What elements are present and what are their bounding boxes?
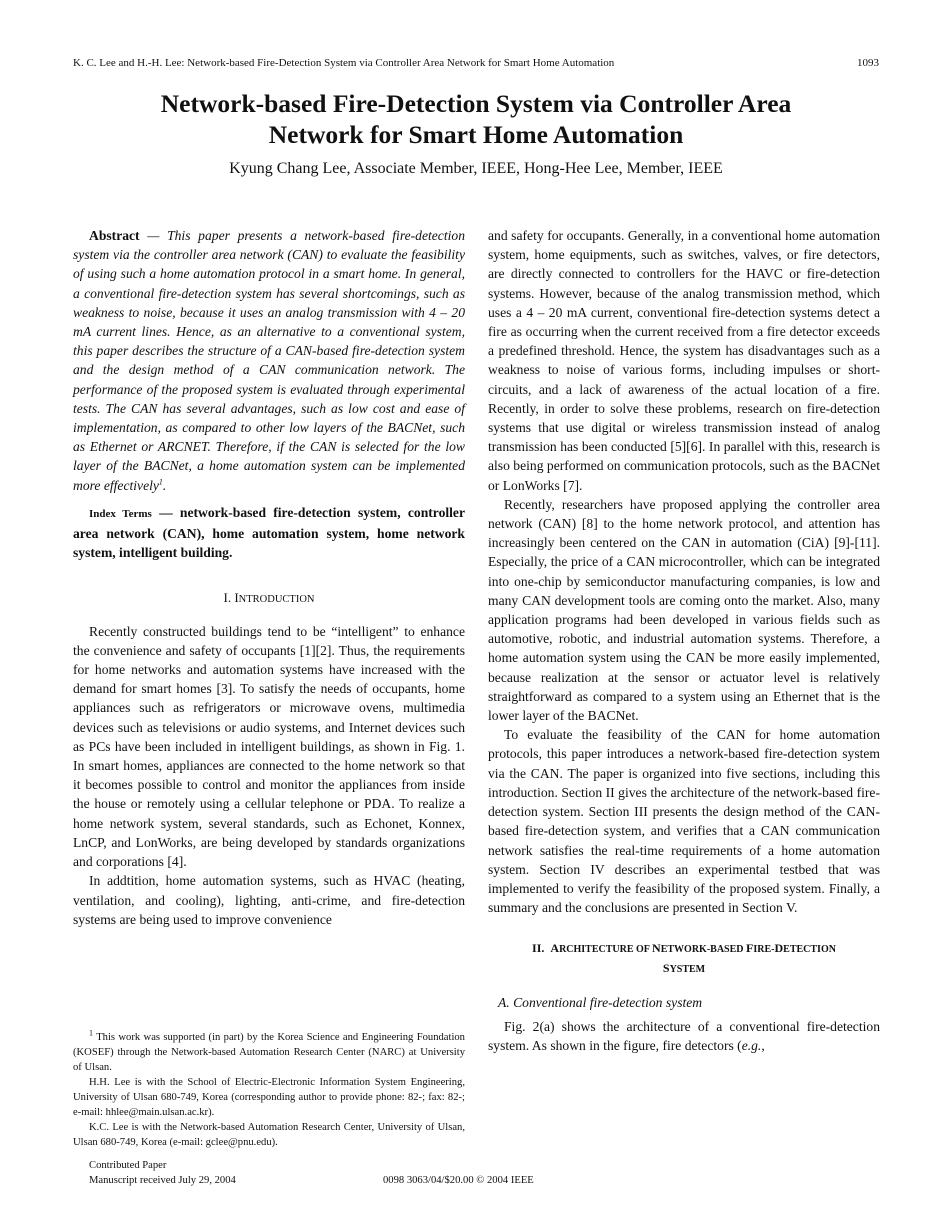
p4-eg: e.g.: [741, 1037, 762, 1053]
running-head-text: K. C. Lee and H.-H. Lee: Network-based Fire-Detection System via Controller Area Network for Smart Home Automation: [73, 57, 615, 69]
abstract-text: This paper presents a network-based fire-detection system via the controller area network (CAN) to evaluate the feasibility of using such a home automation protocol in a smart home. In general, a conventional fire-detection system has several shortcomings, such as weakness to noise, because it uses an analog transmission with 4 – 20 mA current lines. Hence, as an alternative to a conventional system, this paper describes the structure of a CAN-based fire-detection system and the design method of a CAN communication network. The performance of the proposed system is evaluated through experimental tests. The CAN has several advantages, such as low cost and ease of implementation, as compared to other low layers of the BACNet, such as Ethernet or ARCNET. Therefore, if the CAN is selected for the low layer of the BACNet, a home automation system can be implemented more effectively: [73, 228, 465, 493]
s2-a-rest: RCHITECTURE OF: [559, 944, 653, 956]
section-1-rest: NTRODUCTION: [238, 594, 315, 606]
abstract: [73, 226, 465, 495]
left-column: [73, 226, 465, 929]
section-1-first-letter: I: [234, 590, 239, 606]
running-head: [73, 57, 879, 69]
abstract-end: .: [162, 477, 167, 493]
footnote-1-mark: 1: [89, 1028, 93, 1038]
s2-n: N: [652, 941, 661, 956]
manuscript-received: Manuscript received July 29, 2004: [89, 1175, 236, 1186]
authors: Kyung Chang Lee, Associate Member, IEEE, Hong-Hee Lee, Member, IEEE: [229, 160, 723, 177]
intro-paragraph-1: Recently constructed buildings tend to be “intelligent” to enhance the convenience and safety of occupants [1][2]. Thus, the requirements for home networks and automation systems have increased with the demand for smart homes [3]. To satisfy the needs of occupants, home appliances such as refrigerators or microwave ovens, multimedia devices such as televisions or audio systems, and Internet devices such as PCs have been included in intelligent buildings, as shown in Fig. 1. In smart homes, appliances are connected to the home network so that it becomes possible to control and monitor the appliances from inside the house or remotely using a cellular telephone or PDA. To realize a home network system, several standards, such as Echonet, Konnex, LnCP, and LonWorks, are being developed by standards organizations and corporations [4].: [73, 623, 465, 870]
title-line-2: Network for Smart Home Automation: [268, 120, 684, 149]
paragraph-can: Recently, researchers have proposed applying the controller area network (CAN) [8] to the home network protocol, and attention has increasingly been centered on the CAN in automation (CiA) [9]-[11]. Especially, the price of a CAN microcontroller, which can be integrated into one-chip by semiconductor manufacturing companies, is low and many CAN development tools are coming onto the market. Also, many application programs had been developed in various fields such as automotive, robotic, and industrial automation systems. Therefore, a home automation system using the CAN be more easily implemented, because realization at the sensor or actuator level is relatively straightforward as compared to a system using an Ethernet that is the lower layer of the BACNet.: [488, 496, 880, 724]
footnote-1: [73, 1030, 465, 1075]
p4-end: ,: [761, 1037, 765, 1053]
paper-title: [60, 88, 892, 150]
s2-a: A: [550, 941, 560, 956]
section-1-numeral: I.: [223, 590, 232, 606]
footnote-mark: 1: [158, 477, 163, 487]
s2-d-rest: ETECTION: [783, 944, 836, 956]
subsection-a-heading: A. Conventional fire-detection system: [498, 995, 703, 1011]
s2-n-rest: ETWORK-BASED: [660, 944, 747, 956]
footnote-3: K.C. Lee is with the Network-based Automation Research Center, University of Ulsan, Ulsan 680-749, Korea (e-mail: gclee@pnu.edu).: [73, 1122, 465, 1148]
right-column: [488, 226, 880, 1055]
footnotes: [73, 1030, 465, 1150]
s2-s-rest: YSTEM: [669, 964, 706, 976]
p4-start: Fig. 2(a) shows the architecture of a conventional fire-detection system. As shown in the figure, fire detectors (: [488, 1018, 880, 1053]
s2-f: F: [746, 941, 754, 956]
intro-paragraph-2: In addtition, home automation systems, such as HVAC (heating, ventilation, and cooling), lighting, anti-crime, and fire-detection systems are being used to improve convenience: [73, 873, 465, 927]
index-terms-label: Index Terms: [89, 507, 152, 520]
contributed-paper: Contributed Paper: [89, 1160, 167, 1171]
s2-s: S: [662, 961, 670, 976]
paragraph-conventional: [488, 1017, 880, 1055]
index-terms-dash: —: [151, 504, 180, 520]
page-number: 1093: [857, 57, 879, 69]
section-2-heading: [488, 939, 880, 979]
s2-d: D: [774, 941, 784, 956]
copyright: 0098 3063/04/$20.00 © 2004 IEEE: [383, 1175, 534, 1186]
s2-f-rest: IRE-: [753, 944, 775, 956]
index-terms-text: network-based fire-detection system, controller area network (CAN), home automation system, home network system, intelligent building.: [73, 504, 465, 561]
footnote-1-text: This work was supported (in part) by the Korea Science and Engineering Foundation (KOSEF) through the Network-based Automation Research Center (NARC) at University of Ulsan.: [73, 1032, 465, 1073]
footnote-2: H.H. Lee is with the School of Electric-Electronic Information System Engineering, University of Ulsan 680-749, Korea (corresponding author to provide phone: 82-; fax: 82-; e-mail: hhlee@main.ulsan.ac.kr).: [73, 1077, 465, 1118]
abstract-dash: —: [139, 228, 168, 243]
abstract-label: Abstract: [89, 228, 140, 243]
index-terms: [73, 503, 465, 563]
section-1-heading: [73, 588, 465, 609]
paragraph-continued: and safety for occupants. Generally, in a conventional home automation system, home equipments, such as switches, valves, or fire detectors, are directly connected to controllers for the HAVC or fire-detection systems. However, because of the analog transmission method, which uses a 4 – 20 mA current, conventional fire-detection systems detect a fire as occurring when the current received from a fire detector exceeds a predefined threshold. Hence, the system has disadvantages such as a weakness to noise of various forms, including impulses or short-circuits, and a lack of awareness of the actual location of a fire. Recently, in order to solve these problems, research on fire-detection systems that use digital or wireless transmission instead of analog transmission has been conducted [5][6]. In parallel with this, research is also being performed on communication protocols, such as the BACNet or LonWorks [7].: [488, 228, 880, 493]
paragraph-organization: To evaluate the feasibility of the CAN for home automation protocols, this paper introduces a network-based fire-detection system via the CAN. The paper is organized into five sections, including this introduction. Section II gives the architecture of the network-based fire-detection system. Section III presents the design method of the CAN-based fire-detection system, and verifies that a CAN communication network satisfies the real-time requirements of a home automation system. Section IV describes an experimental testbed that was implemented to verify the feasibility of the proposed system. Finally, a summary and the conclusions are presented in Section V.: [488, 727, 880, 916]
section-2-numeral: II.: [532, 941, 545, 956]
title-line-1: Network-based Fire-Detection System via Controller Area: [160, 89, 792, 118]
